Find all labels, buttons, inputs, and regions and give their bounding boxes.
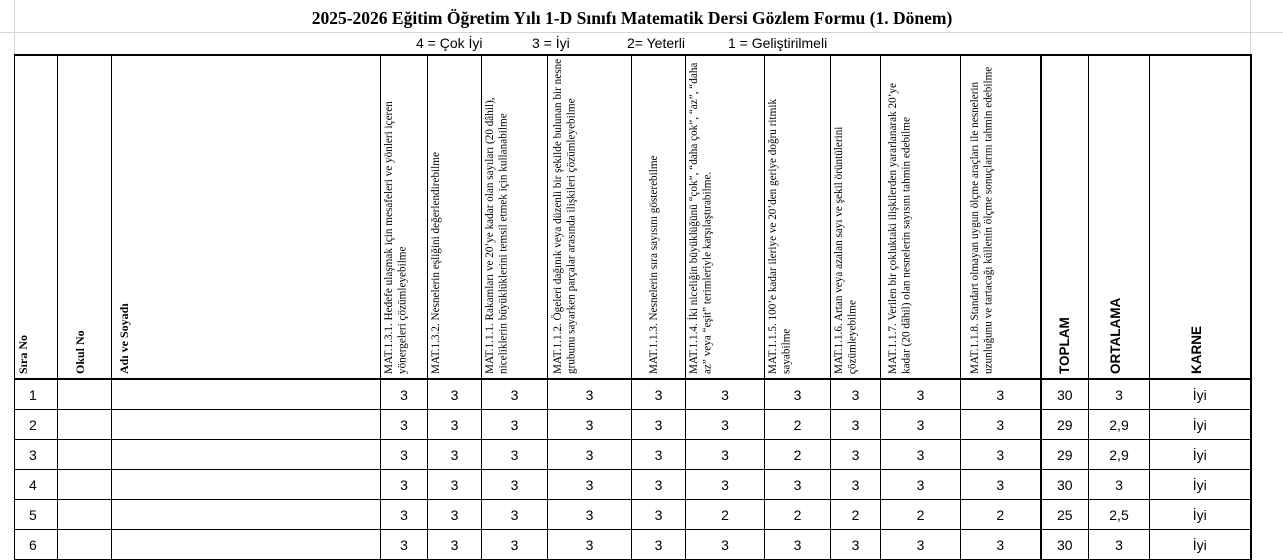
form-title: 2025-2026 Eğitim Öğretim Yılı 1-D Sınıfı Matematik Dersi Gözlem Formu (1. Dönem) — [311, 8, 953, 28]
sira-no-cell: 6 — [15, 530, 58, 560]
header-outcome: MAT.1.1.3. Nesnelerin sıra sayısını gösterebilme — [632, 55, 686, 379]
score-cell[interactable]: 3 — [632, 410, 686, 440]
toplam-cell: 29 — [1041, 410, 1089, 440]
header-outcome: MAT.1.1.1. Rakamları ve 20’ye kadar olan sayıları (20 dâhil), niceliklerin büyüklüklerini temsil etmek için kullanabilme — [482, 55, 548, 379]
toplam-cell: 30 — [1041, 530, 1089, 560]
score-cell[interactable]: 3 — [961, 470, 1041, 500]
header-ad-soyad: Adı ve Soyadı — [112, 55, 381, 379]
table-row — [15, 500, 1251, 530]
score-cell[interactable]: 3 — [961, 530, 1041, 560]
score-legend — [14, 32, 1250, 54]
score-cell[interactable]: 3 — [482, 410, 548, 440]
score-cell[interactable]: 3 — [686, 470, 765, 500]
score-cell[interactable]: 2 — [765, 410, 831, 440]
legend-3: 3 = İyi — [532, 35, 570, 51]
student-name-cell[interactable] — [112, 410, 381, 440]
okul-no-cell[interactable] — [58, 500, 112, 530]
score-cell[interactable]: 3 — [381, 500, 428, 530]
student-name-cell[interactable] — [112, 530, 381, 560]
legend-1: 1 = Geliştirilmeli — [728, 35, 828, 51]
score-cell[interactable]: 3 — [381, 440, 428, 470]
header-outcome: MAT.1.1.5. 100’e kadar ileriye ve 20’den geriye doğru ritmik sayabilme — [765, 55, 831, 379]
score-cell[interactable]: 2 — [881, 500, 961, 530]
header-row — [15, 55, 1251, 379]
score-cell[interactable]: 3 — [428, 379, 482, 410]
score-cell[interactable]: 3 — [765, 379, 831, 410]
score-cell[interactable]: 3 — [482, 440, 548, 470]
score-cell[interactable]: 3 — [686, 440, 765, 470]
score-cell[interactable]: 2 — [831, 500, 881, 530]
karne-cell: İyi — [1150, 500, 1251, 530]
score-cell[interactable]: 3 — [831, 530, 881, 560]
okul-no-cell[interactable] — [58, 379, 112, 410]
score-cell[interactable]: 3 — [881, 410, 961, 440]
score-cell[interactable]: 2 — [961, 500, 1041, 530]
karne-cell: İyi — [1150, 410, 1251, 440]
ortalama-cell: 2,9 — [1089, 410, 1150, 440]
header-outcome: MAT.1.1.2. Ögeleri dağınık veya düzenli bir şekilde bulunan bir nesne grubunu sayarken parçalar arasında ilişkileri çözümleyebilme — [548, 55, 632, 379]
sira-no-cell: 2 — [15, 410, 58, 440]
score-cell[interactable]: 3 — [482, 379, 548, 410]
score-cell[interactable]: 3 — [881, 440, 961, 470]
score-cell[interactable]: 2 — [765, 440, 831, 470]
okul-no-cell[interactable] — [58, 410, 112, 440]
sira-no-cell: 4 — [15, 470, 58, 500]
score-cell[interactable]: 3 — [548, 470, 632, 500]
score-cell[interactable]: 3 — [381, 379, 428, 410]
score-cell[interactable]: 3 — [548, 379, 632, 410]
score-cell[interactable]: 3 — [381, 470, 428, 500]
student-name-cell[interactable] — [112, 440, 381, 470]
toplam-cell: 29 — [1041, 440, 1089, 470]
score-cell[interactable]: 3 — [632, 379, 686, 410]
student-name-cell[interactable] — [112, 470, 381, 500]
header-outcome: MAT.1.1.8. Standart olmayan uygun ölçme araçları ile nesnelerin uzunluğunu ve tartacağı küllenin ölçme sonuçlarını tahmin edebilme — [961, 55, 1041, 379]
header-ortalama: ORTALAMA — [1089, 55, 1150, 379]
karne-cell: İyi — [1150, 379, 1251, 410]
sheet-gridline — [1250, 0, 1251, 54]
score-cell[interactable]: 3 — [686, 530, 765, 560]
ortalama-cell: 3 — [1089, 530, 1150, 560]
score-cell[interactable]: 3 — [765, 530, 831, 560]
score-cell[interactable]: 3 — [632, 470, 686, 500]
student-name-cell[interactable] — [112, 500, 381, 530]
score-cell[interactable]: 3 — [482, 470, 548, 500]
score-cell[interactable]: 3 — [961, 440, 1041, 470]
score-cell[interactable]: 3 — [765, 470, 831, 500]
legend-4: 4 = Çok İyi — [416, 35, 483, 51]
table-row — [15, 530, 1251, 560]
legend-2: 2= Yeterli — [627, 35, 685, 51]
score-cell[interactable]: 3 — [548, 410, 632, 440]
score-cell[interactable]: 3 — [428, 500, 482, 530]
score-cell[interactable]: 3 — [831, 470, 881, 500]
sira-no-cell: 1 — [15, 379, 58, 410]
score-cell[interactable]: 3 — [632, 500, 686, 530]
score-cell[interactable]: 3 — [548, 440, 632, 470]
sira-no-cell: 3 — [15, 440, 58, 470]
score-cell[interactable]: 3 — [831, 440, 881, 470]
karne-cell: İyi — [1150, 440, 1251, 470]
toplam-cell: 25 — [1041, 500, 1089, 530]
score-cell[interactable]: 3 — [831, 410, 881, 440]
table-row — [15, 470, 1251, 500]
score-cell[interactable]: 3 — [831, 379, 881, 410]
header-outcome: MAT.1.3.2. Nesnelerin eşliğini değerlendirebilme — [428, 55, 482, 379]
header-okul-no: Okul No — [58, 55, 112, 379]
score-cell[interactable]: 3 — [881, 530, 961, 560]
score-cell[interactable]: 3 — [428, 530, 482, 560]
ortalama-cell: 2,9 — [1089, 440, 1150, 470]
student-name-cell[interactable] — [112, 379, 381, 410]
table-row — [15, 410, 1251, 440]
score-cell[interactable]: 2 — [686, 500, 765, 530]
score-cell[interactable]: 3 — [428, 470, 482, 500]
score-cell[interactable]: 3 — [686, 410, 765, 440]
score-cell[interactable]: 3 — [881, 470, 961, 500]
ortalama-cell: 3 — [1089, 470, 1150, 500]
ortalama-cell: 2,5 — [1089, 500, 1150, 530]
score-cell[interactable]: 3 — [686, 379, 765, 410]
toplam-cell: 30 — [1041, 470, 1089, 500]
karne-cell: İyi — [1150, 530, 1251, 560]
header-outcome: MAT.1.1.4. İki niceliğin büyüklüğünü “çok”, “daha çok”, “az”, “daha az” veya “eşit” terimleriyle karşılaştırabilme. — [686, 55, 765, 379]
okul-no-cell[interactable] — [58, 470, 112, 500]
score-cell[interactable]: 3 — [548, 500, 632, 530]
ortalama-cell: 3 — [1089, 379, 1150, 410]
table-row — [15, 379, 1251, 410]
header-outcome: MAT.1.3.1. Hedefe ulaşmak için mesafeleri ve yönleri içeren yönergeleri çözümleyebilme — [381, 55, 428, 379]
header-sira-no: Sıra No — [15, 55, 58, 379]
karne-cell: İyi — [1150, 470, 1251, 500]
score-cell[interactable]: 3 — [428, 410, 482, 440]
header-outcome: MAT.1.1.6. Artan veya azalan sayı ve şekil örüntülerini çözümleyebilme — [831, 55, 881, 379]
header-outcome: MAT.1.1.7. Verilen bir çokluktaki ilişkilerden yararlanarak 20’ye kadar (20 dâhil) olan nesnelerin sayısını tahmin edebilme — [881, 55, 961, 379]
score-cell[interactable]: 3 — [482, 500, 548, 530]
score-cell[interactable]: 2 — [765, 500, 831, 530]
score-cell[interactable]: 3 — [548, 530, 632, 560]
score-cell[interactable]: 3 — [482, 530, 548, 560]
score-cell[interactable]: 3 — [961, 379, 1041, 410]
okul-no-cell[interactable] — [58, 530, 112, 560]
score-cell[interactable]: 3 — [632, 440, 686, 470]
score-cell[interactable]: 3 — [961, 410, 1041, 440]
score-cell[interactable]: 3 — [381, 530, 428, 560]
okul-no-cell[interactable] — [58, 440, 112, 470]
score-cell[interactable]: 3 — [428, 440, 482, 470]
header-karne: KARNE — [1150, 55, 1251, 379]
observation-table — [14, 54, 1252, 560]
sira-no-cell: 5 — [15, 500, 58, 530]
score-cell[interactable]: 3 — [632, 530, 686, 560]
score-cell[interactable]: 3 — [881, 379, 961, 410]
header-toplam: TOPLAM — [1041, 55, 1089, 379]
score-cell[interactable]: 3 — [381, 410, 428, 440]
table-row — [15, 440, 1251, 470]
toplam-cell: 30 — [1041, 379, 1089, 410]
